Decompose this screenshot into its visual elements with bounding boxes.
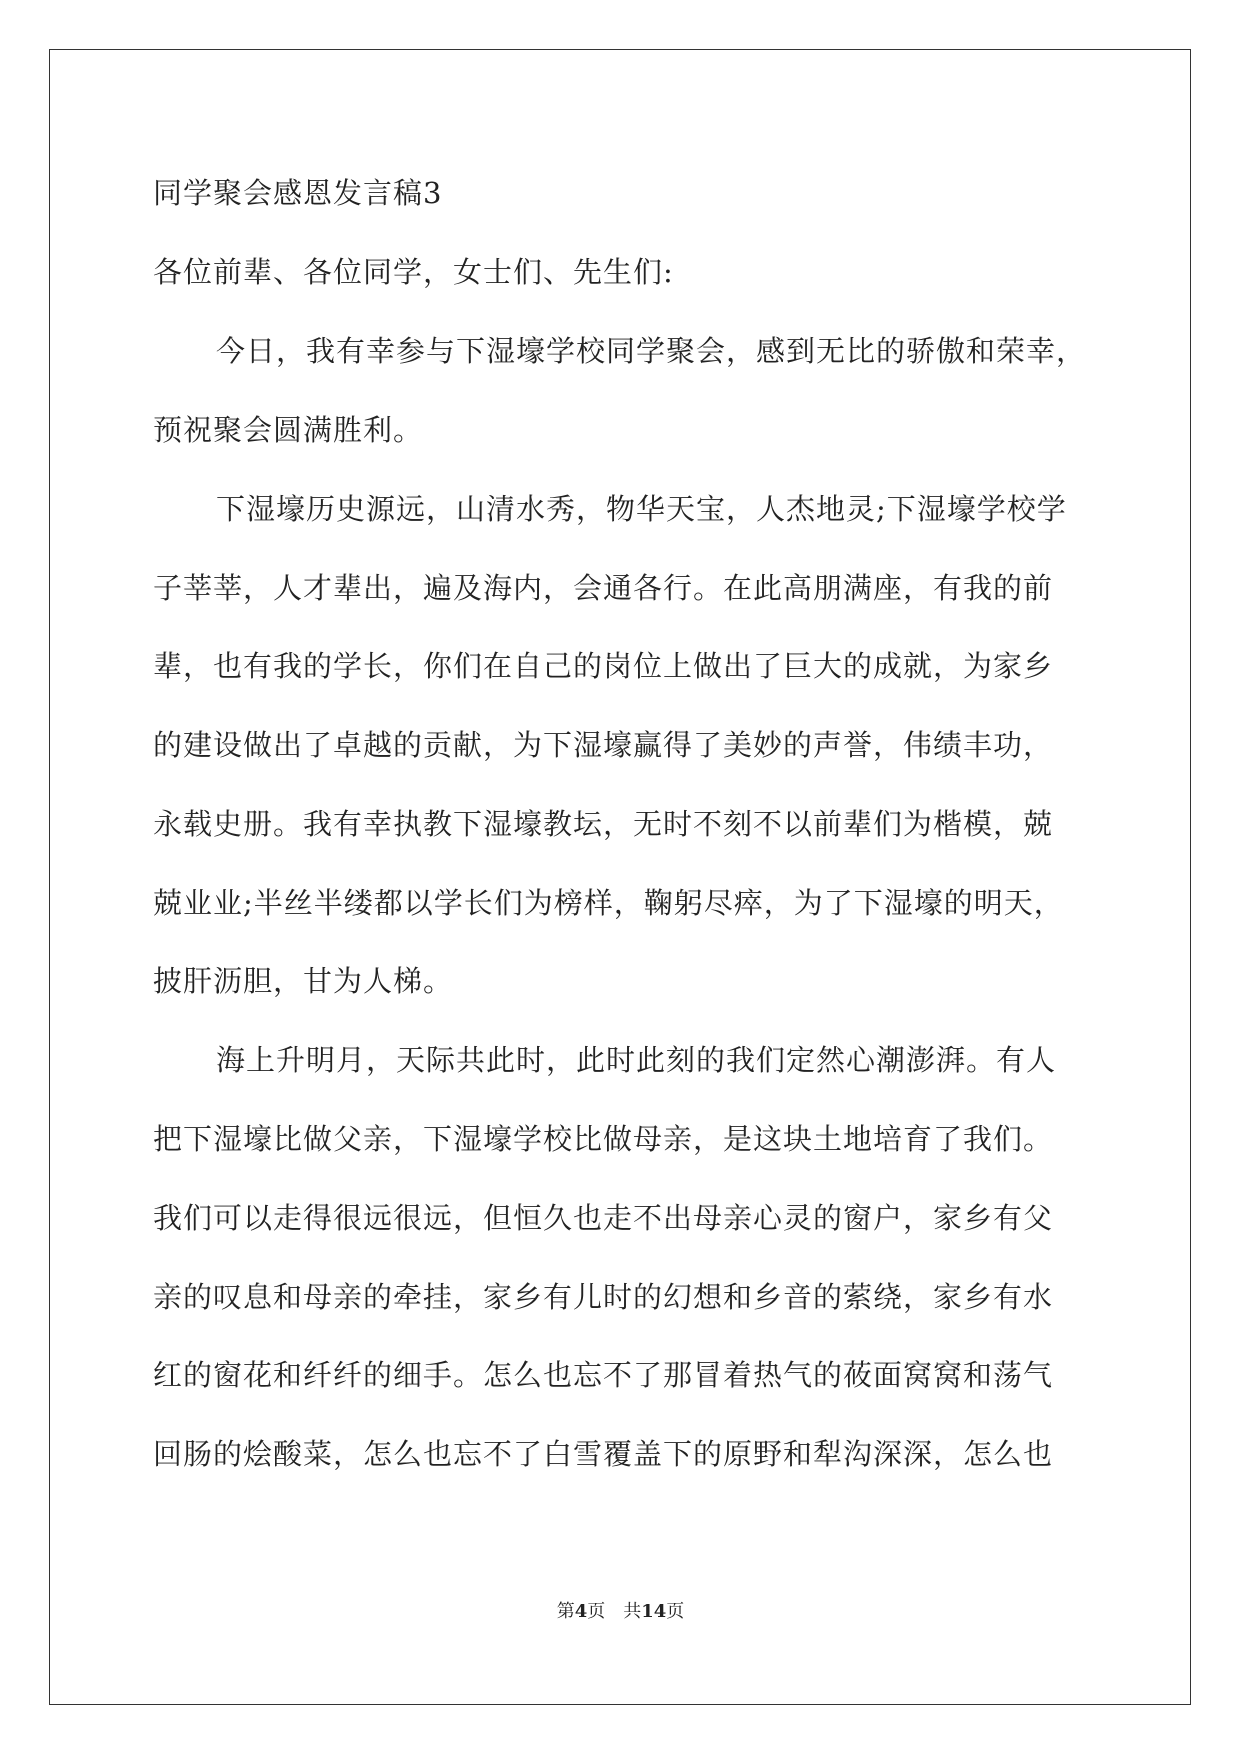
footer-page-prefix: 第 xyxy=(556,1601,575,1622)
paragraph-3-line-4: 亲的叹息和母亲的牵挂，家乡有儿时的幻想和乡音的萦绕，家乡有水 xyxy=(153,1280,1054,1314)
paragraph-2-line-4: 的建设做出了卓越的贡献，为下湿壕赢得了美妙的声誉，伟绩丰功， xyxy=(153,728,1054,762)
paragraph-2-line-3: 辈，也有我的学长，你们在自己的岗位上做出了巨大的成就，为家乡 xyxy=(153,649,1054,683)
paragraph-3-line-2: 把下湿壕比做父亲，下湿壕学校比做母亲，是这块土地培育了我们。 xyxy=(153,1122,1054,1156)
salutation: 各位前辈、各位同学，女士们、先生们: xyxy=(153,255,674,289)
footer-total-pages: 14 xyxy=(641,1601,667,1622)
paragraph-2-line-6: 兢业业;半丝半缕都以学长们为榜样，鞠躬尽瘁，为了下湿壕的明天， xyxy=(153,886,1064,920)
paragraph-2-line-2: 子莘莘，人才辈出，遍及海内，会通各行。在此高朋满座，有我的前 xyxy=(153,571,1054,605)
paragraph-2-line-5: 永载史册。我有幸执教下湿壕教坛，无时不刻不以前辈们为楷模，兢 xyxy=(153,807,1054,841)
paragraph-2-line-7: 披肝沥胆，甘为人梯。 xyxy=(153,964,454,998)
footer-total-suffix: 页 xyxy=(666,1601,685,1622)
paragraph-1-line-2: 预祝聚会圆满胜利。 xyxy=(153,413,424,447)
footer-total-prefix: 共 xyxy=(623,1601,642,1622)
paragraph-3-line-6: 回肠的烩酸菜，怎么也忘不了白雪覆盖下的原野和犁沟深深，怎么也 xyxy=(153,1437,1054,1471)
paragraph-3-line-5: 红的窗花和纤纤的细手。怎么也忘不了那冒着热气的莜面窝窝和荡气 xyxy=(153,1358,1054,1392)
footer-page-number: 4 xyxy=(574,1601,588,1622)
paragraph-1-line-1: 今日，我有幸参与下湿壕学校同学聚会，感到无比的骄傲和荣幸， xyxy=(216,334,1087,368)
paragraph-3-line-1: 海上升明月，天际共此时，此时此刻的我们定然心潮澎湃。有人 xyxy=(216,1043,1057,1077)
paragraph-3-line-3: 我们可以走得很远很远，但恒久也走不出母亲心灵的窗户，家乡有父 xyxy=(153,1201,1054,1235)
page-footer xyxy=(0,1600,1241,1624)
document-title: 同学聚会感恩发言稿3 xyxy=(153,176,443,210)
footer-page-suffix: 页 xyxy=(587,1601,606,1622)
paragraph-2-line-1: 下湿壕历史源远，山清水秀，物华天宝，人杰地灵;下湿壕学校学 xyxy=(216,492,1067,526)
